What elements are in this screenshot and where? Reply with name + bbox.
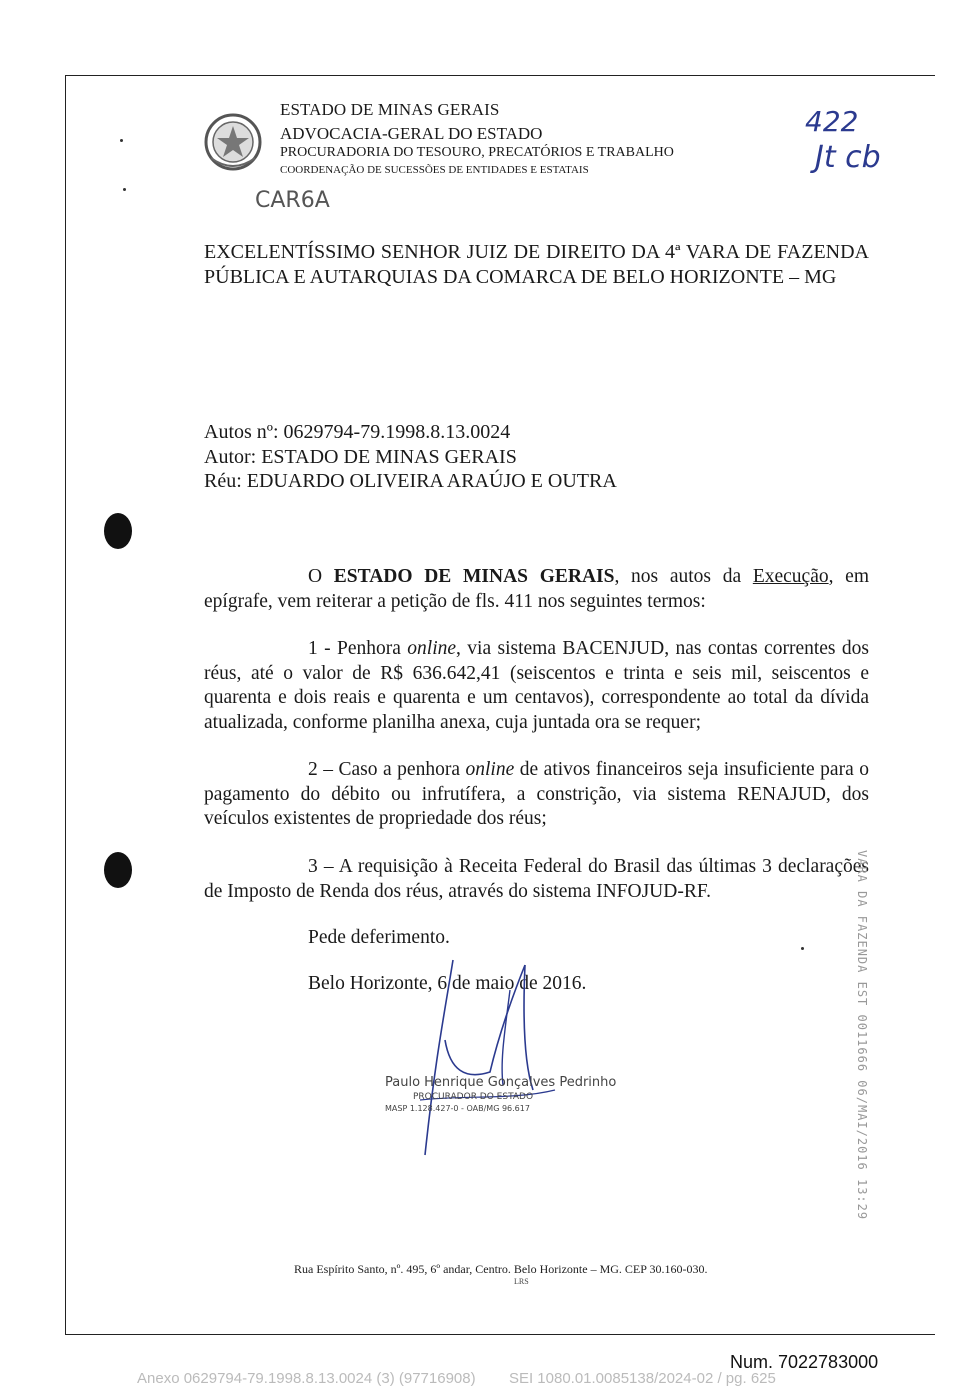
protocol-stamp bbox=[845, 850, 873, 1221]
footer-initials: LRS bbox=[514, 1277, 529, 1286]
protocol-stamp-text: VARA DA FAZENDA EST 0011666 06/MAI/2016 13:29 bbox=[855, 850, 869, 1221]
signer-title: PROCURADOR DO ESTADO bbox=[413, 1092, 534, 1102]
signer-registration: MASP 1.128.427-0 - OAB/MG 96.617 bbox=[385, 1104, 530, 1113]
punch-hole bbox=[104, 513, 132, 549]
addressee: EXCELENTÍSSIMO SENHOR JUIZ DE DIREITO DA 4ª VARA DE FAZENDA PÚBLICA E AUTARQUIAS DA COMARCA DE BELO HORIZONTE – MG bbox=[204, 241, 869, 288]
page-border-bottom bbox=[65, 1334, 935, 1335]
case-defendant: Réu: EDUARDO OLIVEIRA ARAÚJO E OUTRA bbox=[204, 470, 617, 492]
item1-suffix: , via sistema BACENJUD, nas contas correntes dos réus, até o valor de R$ 636.642,41 (seiscentos e trinta e seis mil, seiscentos e quarenta e dois reais e quarenta e um centavos), correspondente ao total da dívida atualizada, conforme planilha anexa, cuja juntada ora se requer; bbox=[204, 638, 869, 733]
item2-prefix: 2 – Caso a penhora bbox=[308, 759, 466, 780]
case-number: Autos nº: 0629794-79.1998.8.13.0024 bbox=[204, 421, 511, 443]
speck bbox=[120, 139, 123, 142]
document-number: Num. 7022783000 bbox=[730, 1352, 879, 1372]
intro-suffix: , em epígrafe, vem reiterar a petição de fls. 411 nos seguintes termos: bbox=[204, 566, 870, 612]
header-coordination: COORDENAÇÃO DE SUCESSÕES DE ENTIDADES E ESTATAIS bbox=[280, 164, 589, 176]
page-border-top bbox=[65, 75, 935, 76]
handwritten-note: CAR6A bbox=[255, 188, 330, 213]
item1-italic: online bbox=[407, 638, 457, 659]
case-info bbox=[204, 420, 617, 494]
handwritten-page-number: 422 bbox=[805, 105, 859, 138]
closing: Pede deferimento. bbox=[308, 927, 450, 948]
speck bbox=[801, 947, 804, 950]
handwritten-initials: Jt cb bbox=[815, 140, 881, 175]
intro-paragraph bbox=[204, 565, 869, 614]
page-border-left bbox=[65, 75, 66, 1335]
item1-prefix: 1 - Penhora bbox=[308, 638, 408, 659]
footer-address: Rua Espírito Santo, nº. 495, 6º andar, Centro. Belo Horizonte – MG. CEP 30.160-030. bbox=[294, 1262, 708, 1276]
coat-of-arms-seal-icon bbox=[203, 112, 263, 174]
request-item-2 bbox=[204, 758, 869, 832]
request-item-3: 3 – A requisição à Receita Federal do Brasil das últimas 3 declarações de Imposto de Renda dos réus, através do sistema INFOJUD-RF. bbox=[204, 856, 869, 902]
annex-reference: Anexo 0629794-79.1998.8.13.0024 (3) (97716908) SEI 1080.01.0085138/2024-02 / pg. 625 bbox=[137, 1370, 776, 1387]
header-state: ESTADO DE MINAS GERAIS bbox=[280, 100, 500, 119]
intro-bold: ESTADO DE MINAS GERAIS bbox=[333, 566, 615, 587]
header-department: PROCURADORIA DO TESOURO, PRECATÓRIOS E TRABALHO bbox=[280, 145, 674, 160]
intro-underlined: Execução bbox=[752, 566, 829, 587]
request-item-1 bbox=[204, 637, 869, 735]
intro-mid: , nos autos da bbox=[614, 566, 753, 587]
signer-name: Paulo Henrique Gonçalves Pedrinho bbox=[385, 1075, 617, 1090]
punch-hole bbox=[104, 852, 132, 888]
handwritten-signature bbox=[405, 950, 565, 1160]
date-line: Belo Horizonte, 6 de maio de 2016. bbox=[308, 973, 587, 994]
case-plaintiff: Autor: ESTADO DE MINAS GERAIS bbox=[204, 445, 517, 468]
item2-italic: online bbox=[465, 759, 515, 780]
signature-stamp bbox=[385, 1075, 616, 1113]
intro-prefix: O bbox=[308, 566, 334, 587]
item2-suffix: de ativos financeiros seja insuficiente para o pagamento do débito ou infrutífera, a constrição, via sistema RENAJUD, dos veículos existentes de propriedade dos réus; bbox=[204, 759, 869, 829]
speck bbox=[123, 188, 126, 191]
header-agency: ADVOCACIA-GERAL DO ESTADO bbox=[280, 124, 543, 143]
